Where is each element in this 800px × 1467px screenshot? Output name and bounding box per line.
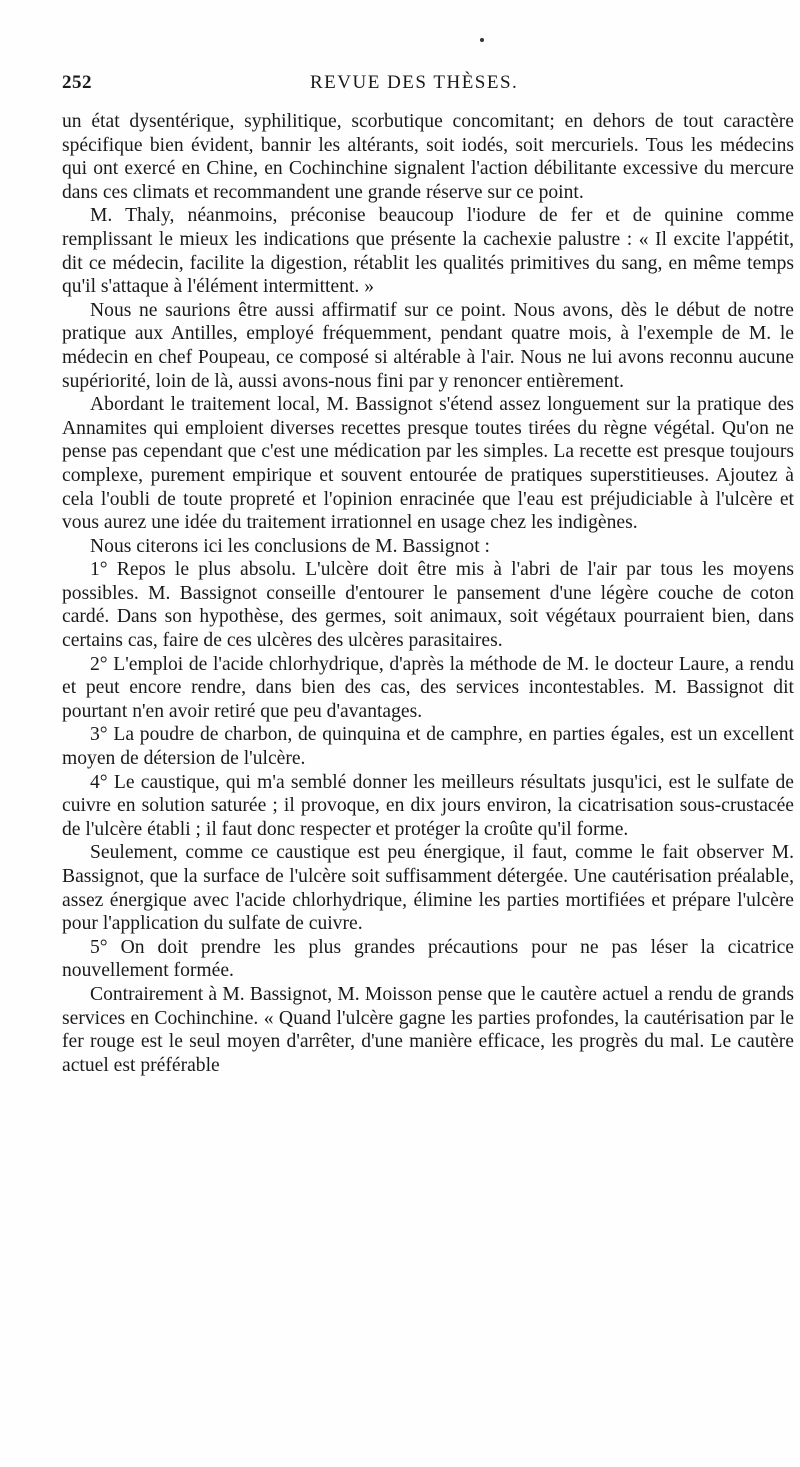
- paragraph-6: 1° Repos le plus absolu. L'ulcère doit être mis à l'abri de l'air par tous les moyens possibles. M. Bassignot conseille d'entourer le pansement d'une légère couche de coton cardé. Dans son hypothèse, des germes, soit animaux, soit végétaux pourraient bien, dans certains cas, faire de ces ulcères des ulcères parasitaires.: [62, 559, 794, 652]
- body-text: [62, 110, 794, 1077]
- page-header: [62, 72, 762, 100]
- paragraph-7: 2° L'emploi de l'acide chlorhydrique, d'après la méthode de M. le docteur Laure, a rendu et peut encore rendre, dans bien des cas, des services incontestables. M. Bassignot dit pourtant n'en avoir retiré que peu d'avantages.: [62, 653, 794, 722]
- paragraph-11: 5° On doit prendre les plus grandes précautions pour ne pas léser la cicatrice nouvellement formée.: [62, 936, 794, 982]
- running-title: REVUE DES THÈSES.: [310, 72, 519, 93]
- paragraph-12: Contrairement à M. Bassignot, M. Moisson pense que le cautère actuel a rendu de grands services en Cochinchine. « Quand l'ulcère gagne les parties profondes, la cautérisation par le fer rouge est le seul moyen d'arrêter, d'une manière efficace, les progrès du mal. Le cautère actuel est préférable: [62, 983, 794, 1076]
- paragraph-1: un état dysentérique, syphilitique, scorbutique concomitant; en dehors de tout caractère spécifique bien évident, bannir les altérants, soit iodés, soit mercuriels. Tous les médecins qui ont exercé en Chine, en Cochinchine signalent l'action débilitante excessive du mercure dans ces climats et recommandent une grande réserve sur ce point.: [62, 111, 794, 203]
- paragraph-2: M. Thaly, néanmoins, préconise beaucoup l'iodure de fer et de quinine comme remplissant le mieux les indications que présente la cachexie palustre : « Il excite l'appétit, dit ce médecin, facilite la digestion, rétablit les qualités primitives du sang, en même temps qu'il s'attaque à l'élément intermittent. »: [62, 205, 794, 298]
- paragraph-9: 4° Le caustique, qui m'a semblé donner les meilleurs résultats jusqu'ici, est le sulfate de cuivre en solution saturée ; il provoque, en dix jours environ, la cicatrisation sous-crustacée de l'ulcère établi ; il faut donc respecter et protéger la croûte qu'il forme.: [62, 771, 794, 840]
- paragraph-3: Nous ne saurions être aussi affirmatif sur ce point. Nous avons, dès le début de notre pratique aux Antilles, employé fréquemment, pendant quatre mois, à l'exemple de M. le médecin en chef Poupeau, ce composé si altérable à l'air. Nous ne lui avons reconnu aucune supériorité, loin de là, aussi avons-nous fini par y renoncer entièrement.: [62, 299, 794, 392]
- paragraph-4: Abordant le traitement local, M. Bassignot s'étend assez longuement sur la pratique des Annamites qui emploient diverses recettes presque toutes tirées du règne végétal. Qu'on ne pense pas cependant que c'est une médication par les simples. La recette est presque toujours complexe, purement empirique et souvent entourée de pratiques superstitieuses. Ajoutez à cela l'oubli de toute propreté et l'opinion enracinée que l'eau est préjudiciable à l'ulcère et vous aurez une idée du traitement irrationnel en usage chez les indigènes.: [62, 394, 794, 534]
- paragraph-5: Nous citerons ici les conclusions de M. Bassignot :: [90, 535, 490, 557]
- page-number: 252: [62, 72, 92, 93]
- paragraph-10: Seulement, comme ce caustique est peu énergique, il faut, comme le fait observer M. Bassignot, que la surface de l'ulcère soit suffisamment détergée. Une cautérisation préalable, assez énergique avec l'acide chlorhydrique, élimine les parties mortifiées et prépare l'ulcère pour l'application du sulfate de cuivre.: [62, 842, 794, 935]
- paragraph-8: 3° La poudre de charbon, de quinquina et de camphre, en parties égales, est un excellent moyen de détersion de l'ulcère.: [62, 724, 794, 770]
- ink-speck: [480, 38, 484, 42]
